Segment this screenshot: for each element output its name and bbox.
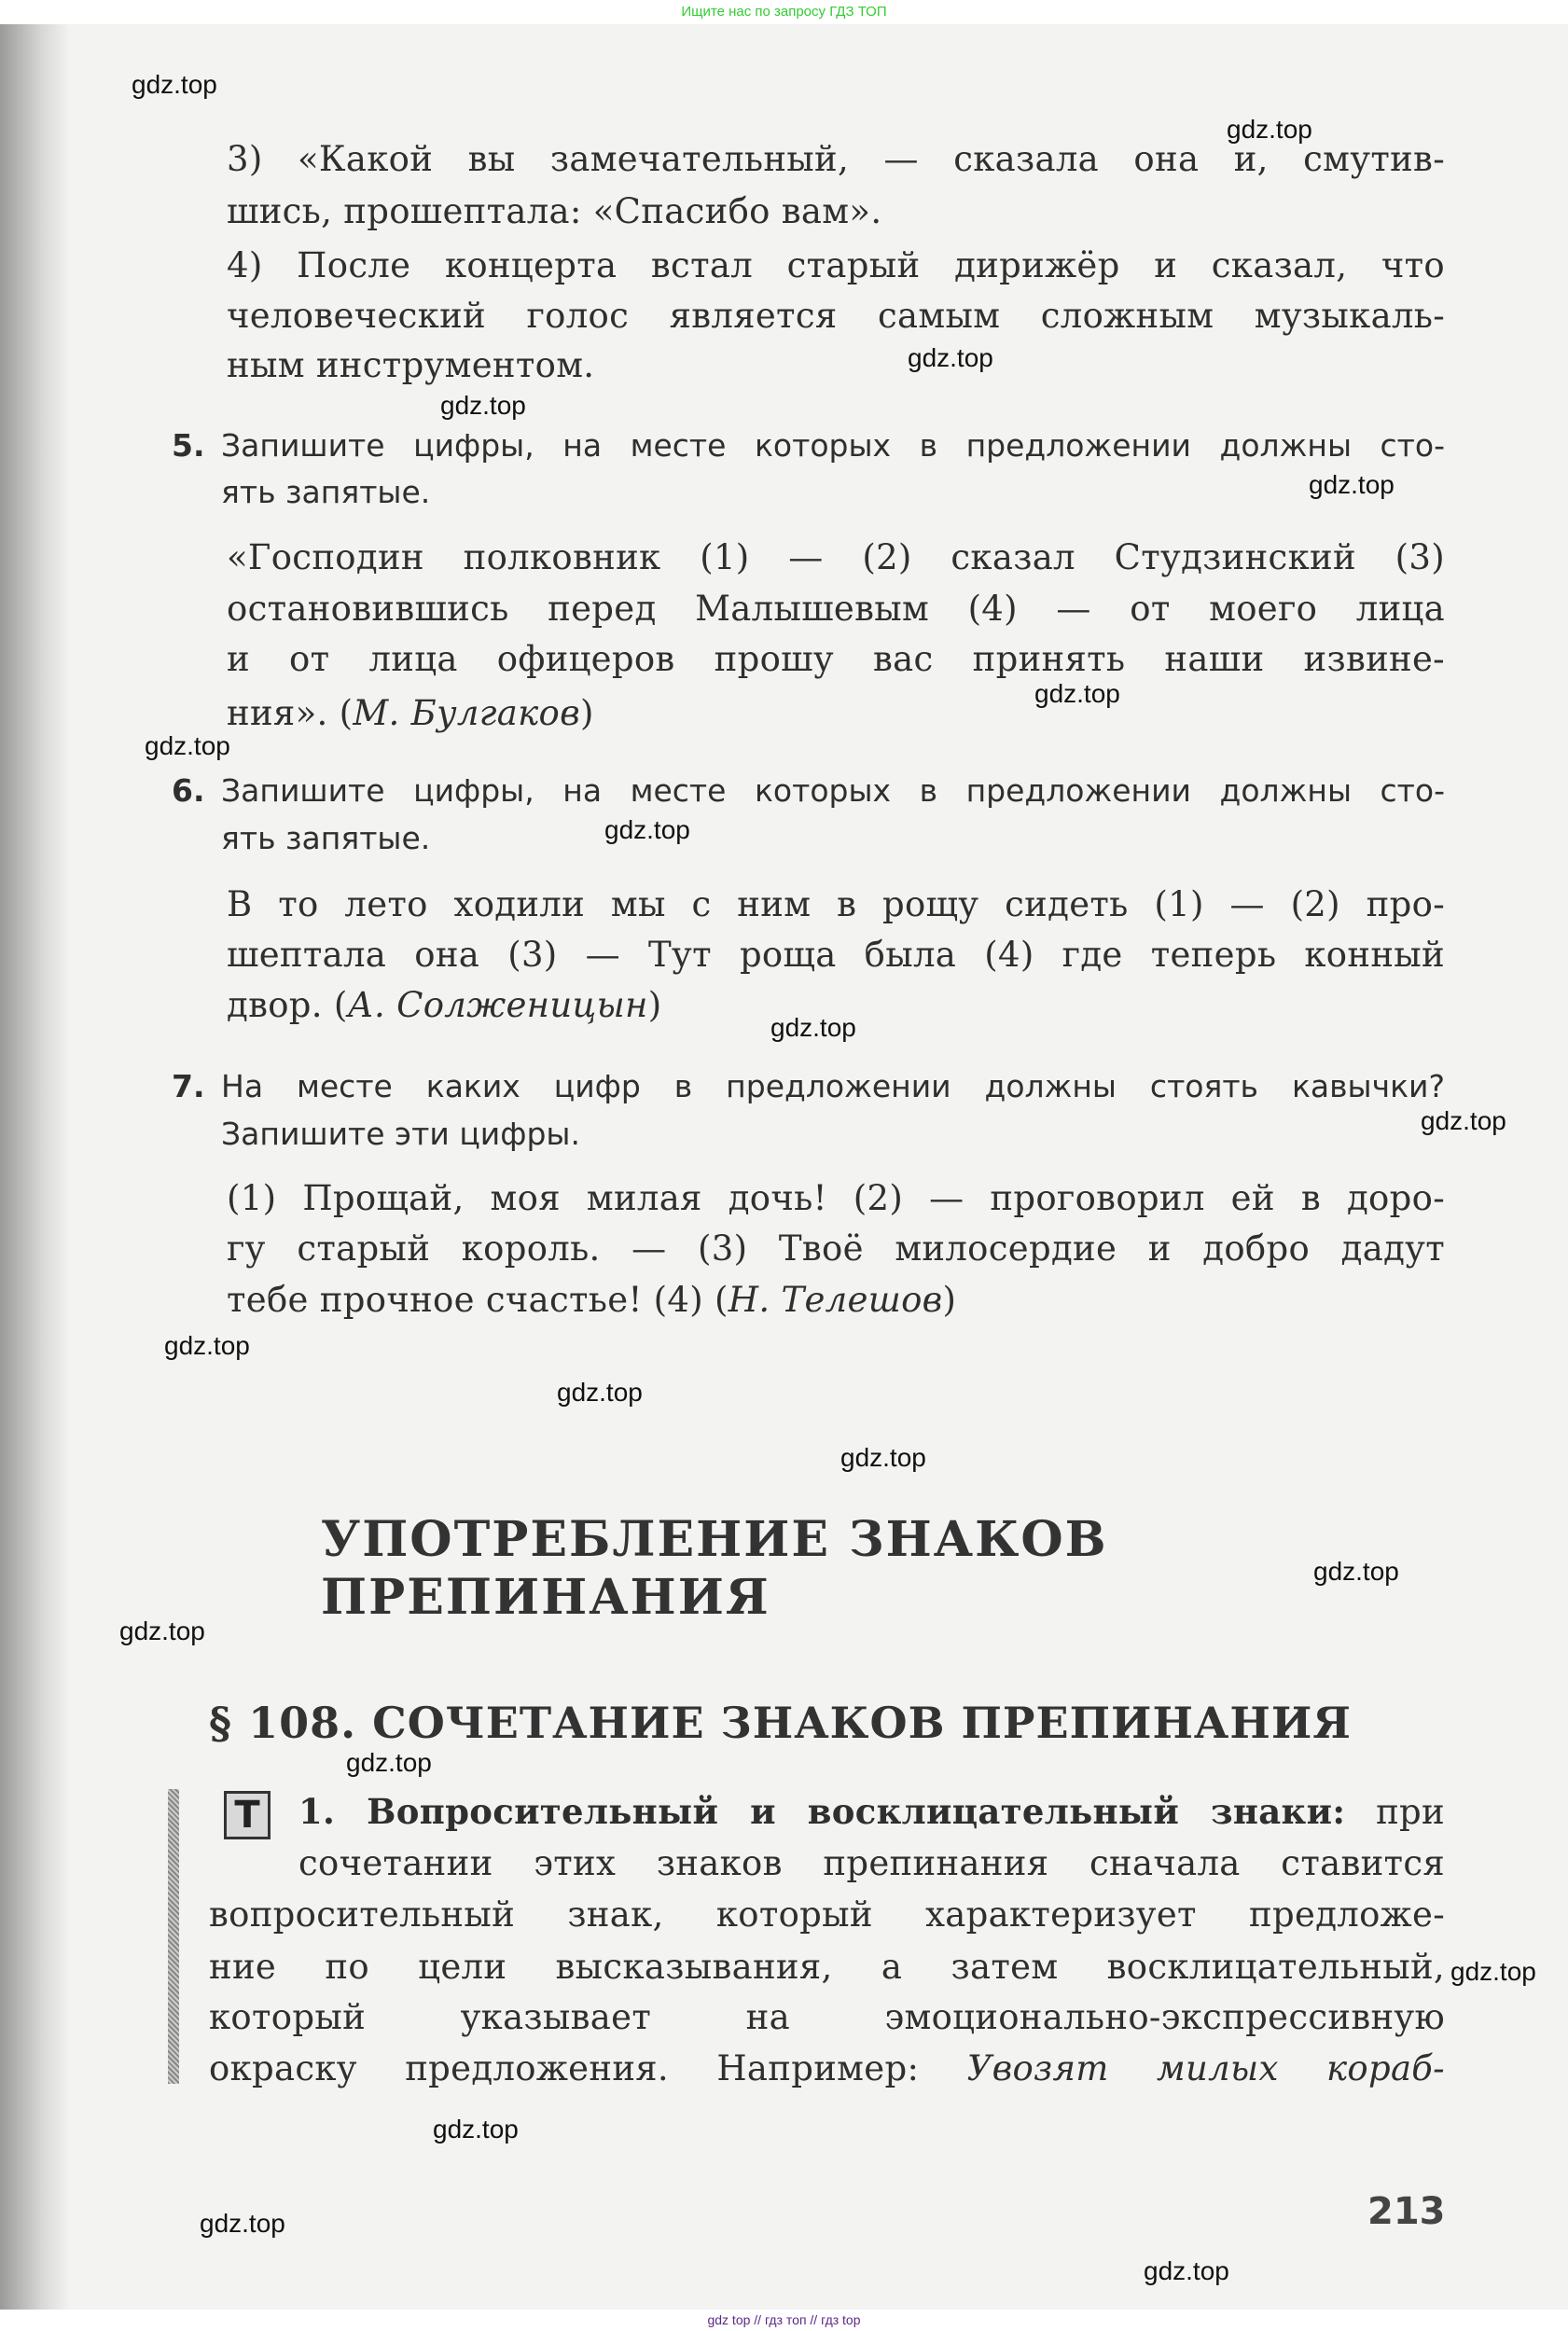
text-line xyxy=(209,1890,1445,1940)
text-line xyxy=(227,1275,1445,1325)
text-segment: шись, прошептала: «Спасибо вам». xyxy=(227,191,882,231)
text-segment: вопросительный знак, который характеризует предложе- xyxy=(209,1894,1445,1935)
watermark-text: gdz.top xyxy=(908,343,993,372)
watermark-text: gdz.top xyxy=(164,1331,250,1360)
section-title-line-1: УПОТРЕБЛЕНИЕ ЗНАКОВ xyxy=(321,1511,1108,1568)
watermark-text: gdz.top xyxy=(132,70,217,99)
italic-text: А. Солженицын xyxy=(347,985,648,1025)
text-line xyxy=(227,584,1445,634)
exercise-task: Запишите цифры, на месте которых в предложении должны сто- xyxy=(221,427,1445,464)
text-line xyxy=(227,880,1445,930)
page-gutter-shadow xyxy=(0,0,70,2331)
text-segment: шептала она (3) — Тут роща была (4) где теперь конный xyxy=(227,935,1445,975)
text-segment: окраску предложения. Например: xyxy=(209,2048,967,2088)
text-segment: и от лица офицеров прошу вас принять наши извине- xyxy=(227,639,1445,679)
text-line xyxy=(227,187,1445,237)
watermark-text: gdz.top xyxy=(1227,115,1312,144)
exercise-number: 6. xyxy=(172,772,205,809)
italic-text: Увозят милых кораб- xyxy=(966,2048,1445,2088)
watermark-text: gdz.top xyxy=(440,391,526,420)
watermark-text: gdz.top xyxy=(1421,1106,1506,1135)
watermark-text: gdz.top xyxy=(840,1443,926,1472)
italic-text: М. Булгаков xyxy=(353,693,580,733)
text-segment: гу старый король. — (3) Твоё милосердие и добро дадут xyxy=(227,1228,1445,1269)
text-segment: тебе прочное счастье! (4) ( xyxy=(227,1280,728,1320)
text-segment: 4) После концерта встал старый дирижёр и сказал, что xyxy=(227,245,1445,285)
text-line xyxy=(227,241,1445,291)
exercise-task: ять запятые. xyxy=(221,820,431,856)
search-banner-text: Ищите нас по запросу ГДЗ ТОП xyxy=(681,4,887,20)
bold-text: 1. Вопросительный и восклицательный знаки: xyxy=(298,1791,1346,1832)
text-line xyxy=(227,930,1445,980)
exercise-task: На месте каких цифр в предложении должны стоять кавычки? xyxy=(221,1068,1445,1104)
text-segment: «Господин полковник (1) — (2) сказал Студзинский (3) xyxy=(227,537,1445,577)
text-segment: В то лето ходили мы с ним в рощу сидеть (1) — (2) про- xyxy=(227,884,1445,924)
theory-badge-icon: Т xyxy=(224,1791,271,1839)
text-segment: при xyxy=(1345,1792,1445,1832)
text-segment: ние по цели высказывания, а затем восклицательный, xyxy=(209,1947,1445,1987)
page-number: 213 xyxy=(1367,2190,1446,2233)
text-segment: ) xyxy=(942,1280,957,1320)
exercise-task: Запишите цифры, на месте которых в предложении должны сто- xyxy=(221,772,1445,809)
text-line xyxy=(227,688,1445,739)
watermark-text: gdz.top xyxy=(1450,1957,1536,1986)
italic-text: Н. Телешов xyxy=(728,1280,943,1320)
text-segment: 3) «Какой вы замечательный, — сказала она и, смутив- xyxy=(227,139,1445,179)
text-line xyxy=(209,1942,1445,1992)
watermark-text: gdz.top xyxy=(200,2209,285,2238)
watermark-text: gdz.top xyxy=(1034,679,1120,708)
text-segment: остановившись перед Малышевым (4) — от моего лица xyxy=(227,589,1445,629)
text-segment: ным инструментом. xyxy=(227,345,595,385)
text-line xyxy=(227,1224,1445,1274)
watermark-text: gdz.top xyxy=(433,2115,519,2144)
text-segment: ) xyxy=(647,985,662,1025)
text-segment: ) xyxy=(579,693,594,733)
watermark-text: gdz.top xyxy=(145,731,230,760)
section-title-line-2: ПРЕПИНАНИЯ xyxy=(321,1569,770,1626)
exercise-number: 5. xyxy=(172,427,205,464)
paragraph-title: § 108. СОЧЕТАНИЕ ЗНАКОВ ПРЕПИНАНИЯ xyxy=(209,1698,1352,1748)
exercise-task: ять запятые. xyxy=(221,474,431,510)
text-line xyxy=(227,634,1445,685)
text-segment: ния». ( xyxy=(227,693,354,733)
footer-banner-text: gdz top // гдз топ // гдз top xyxy=(707,2312,861,2327)
exercise-task: Запишите эти цифры. xyxy=(221,1116,580,1152)
theory-margin-bar xyxy=(168,1789,179,2084)
text-segment: сочетании этих знаков препинания сначала ставится xyxy=(298,1843,1445,1883)
text-line xyxy=(227,533,1445,583)
text-line xyxy=(209,1992,1445,2043)
watermark-text: gdz.top xyxy=(604,815,690,844)
text-line xyxy=(227,340,1445,391)
watermark-text: gdz.top xyxy=(119,1616,205,1645)
watermark-text: gdz.top xyxy=(346,1748,432,1777)
watermark-text: gdz.top xyxy=(557,1378,643,1407)
text-line xyxy=(298,1838,1445,1889)
watermark-text: gdz.top xyxy=(1313,1557,1399,1586)
watermark-text: gdz.top xyxy=(770,1013,856,1042)
text-line xyxy=(298,1786,1445,1837)
watermark-text: gdz.top xyxy=(1144,2256,1229,2285)
exercise-number: 7. xyxy=(172,1068,205,1104)
text-segment: (1) Прощай, моя милая дочь! (2) — проговорил ей в доро- xyxy=(227,1178,1445,1218)
watermark-text: gdz.top xyxy=(1309,470,1395,499)
text-line xyxy=(209,2044,1445,2094)
text-line xyxy=(227,1173,1445,1224)
text-segment: который указывает на эмоционально-экспрессивную xyxy=(209,1997,1445,2037)
text-segment: человеческий голос является самым сложным музыкаль- xyxy=(227,296,1445,336)
text-segment: двор. ( xyxy=(227,985,348,1025)
text-line xyxy=(227,291,1445,341)
